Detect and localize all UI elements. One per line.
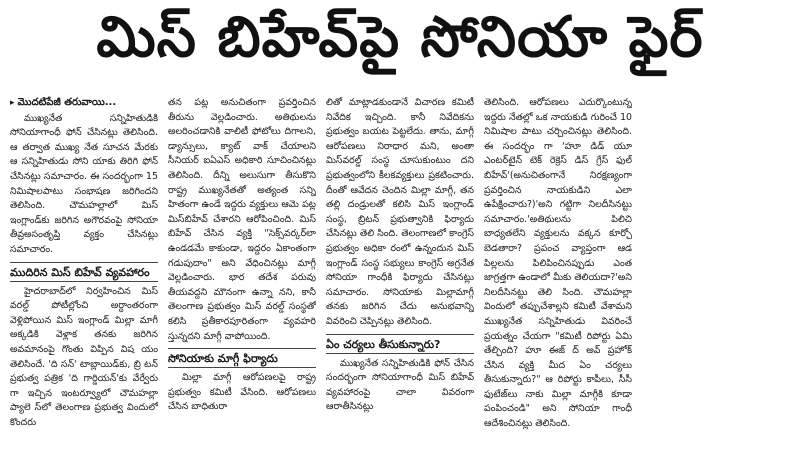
column-2 [168, 96, 316, 452]
subheading: ముదిరిన మిస్ బిహేవ్ వ్యవహారం [10, 262, 158, 282]
arrow-icon: ▸ [10, 98, 15, 108]
column-1 [10, 96, 158, 452]
article-body [10, 96, 792, 452]
paragraph: లితో మాట్లాడకుండానే విచారణ కమిటీ నివేదిక ఇచ్చింది. కానీ నివేదికను ప్రభుత్వం బయట పెట్టలేదు. తాను, మాగ్గీ ఆరోపణలు నిరాధార మని, అంతా మిస్‌వరల్డ్ సంస్థ చూసుకుంటుం దని ప్రభుత్వంలోని కీలకవ్యక్తులు ప్రకటించారు. దీంతో ఆవేదన చెందిన మిల్లా మాగ్గీ, తన తల్లి దండ్రులతో కలిసి మిస్ ఇంగ్లాండ్ సంస్థ, బ్రిటన్ ప్రభుత్వానికి ఫిర్యాదు చేసినట్లు తెలి సింది. తెలంగాణలో కాంగ్రెస్ ప్రభుత్వం అధికా రంలో ఉన్నందున మిస్ ఇంగ్లాండ్ సంస్థ సభ్యులు కాంగ్రెస్ అగ్రనేత సోనియా గాంధీకి ఫిర్యాదు చేసినట్లు సమాచారం. సోనియాకు మిల్లామాగ్గీ తనకు జరిగిన చేదు అనుభవాన్ని వివరించి చెప్పినట్లు తెలిసింది. [326, 97, 474, 327]
paragraph: తన పట్ల అనుచితంగా ప్రవర్తించిన తీరును వెల్లడించారు. అతిథులను అలరించడానికి వాలిటీ ఫోటోలు దిగాలని, డ్యాన్సులు, క్యాట్ వాక్ చేయాలని సీనియర్ ఐఏఎస్ అధికారి సూచించినట్లు తెలిసింది. దీన్ని అలుసుగా తీసుకొని రాష్ట్ర ముఖ్యనేతతో అత్యంత సన్ని హితంగా ఉండే ఇద్దరు వ్యక్తులు ఆమె పట్ల మిస్‌బిహేవ్ చేశారని ఆరోపించింది. మిస్ బిహేవ్ చేసిన వ్యక్తి "సెక్స్‌వర్కర్‌లా ఉండడమే కాకుండా, ఇద్దరం ఏకాంతంగా గడుపుదాం" అని వేధించినట్లు మాగ్గీ వెల్లడించారు. భార తదేశ పరువు తీయవద్దని మౌనంగా ఉన్నా నని, కానీ తెలంగాణ ప్రభుత్వం మిస్ వరల్డ్ సంస్థతో కలిసి ప్రతీకారపూరితంగా వ్యవహరి స్తున్నదని మాగ్గీ వాపోయింది. [168, 97, 316, 342]
subheading: సోనియాకు మాగ్గీ ఫిర్యాదు [168, 348, 316, 368]
column-3 [326, 96, 474, 452]
paragraph: హైదరాబాద్‌లో నిర్వహించిన మిస్ వరల్డ్ పోటీల్లోంచి అర్ధాంతరంగా వెళ్లిపోయిన మిస్ ఇంగ్లాండ్ మిల్లా మాగీ అక్కడికి వెళ్లాక తనకు జరిగిన అవమానంపై గొంతు విప్పిన విష యం తెలిసిందే. 'ది సన్' టాబ్లాయిడ్‌కు, బ్రి టన్ ప్రభుత్వ పత్రిక 'ది గార్డియన్'కు వేర్వేరు గా ఇచ్చిన ఇంటర్వ్యూలో చౌమహల్లా ప్యాలె స్‌లో తెలంగాణ ప్రభుత్వ విందులో కొందరు [10, 285, 158, 428]
paragraph: మిల్లా మాగ్గీ ఆరోపణలపై రాష్ట్ర ప్రభుత్వం కమిటీ వేసింది. ఆరోపణలు చేసిన బాధితురా [168, 372, 316, 413]
paragraph: ముఖ్యనేత సన్నిహితుడికి సోనియాగాంధీ ఫోన్ చేసినట్లు తెలిసింది. ఆ తర్వాత ముఖ్య నేత సూచన మేరకు ఆ సన్నిహితుడు సోని యాకు తిరిగి ఫోన్ చేసినట్లు సమాచారం. ఈ సందర్భంగా 15 నిమిషాలపాటు సంభాషణ జరిగిందని తెలిసింది. చౌమహల్లాలో మిస్ ఇంగ్లాండ్‌కు జరిగిన అగౌరవంపై సోనియా తీవ్రఅసంతృప్తి వ్యక్తం చేసినట్లు సమాచారం. [10, 112, 158, 255]
continuation-kicker [10, 96, 158, 111]
paragraph: ముఖ్యనేత సన్నిహితుడికి ఫోన్ చేసిన సందర్భంగా సోనియాగాంధీ మిస్ బిహేవ్ వ్యవహారంపై చాలా వివరంగా ఆరాతీసినట్లు [326, 357, 474, 413]
column-4 [484, 96, 632, 452]
paragraph: తెలిసింది. ఆరోపణలు ఎదుర్కొంటున్న ఇద్దరు నేతల్లో ఒక నాయకుడి గురించే 10 నిమిషాల పాటు చర్చించినట్లు తెలిసింది. ఈ సందర్భం గా 'హూ డిడ్ యూ ఎంటర్‌టైన్ టెక్ రెక్రెస్ డిస్ గ్రేస్ ఫుల్ బిహేవ్'(అనుచితంగానే నిరక్షణ్యంగా ప్రవర్తించిన నాయకుడిని ఎలా ఉపేక్షించారు?)'అని గట్టిగా నిలదీసినట్టు సమాచారం.'అతిథులను పిలిచి బాధ్యతలేని వ్యక్తులను వక్కన కూర్చో బెడతారా? ప్రపంచ వ్యాప్తంగా ఆడ పిల్లలను పిలిపించినప్పుడు ఎంత జాగ్రత్తగా ఉండాలో మీకు తెలియదా?'అని నిలదీసినట్టు తెలి సింది. చౌమహల్లా విందులో తప్పుచేశాల్లని కమిటీ వేశామని ముఖ్యనేత సన్నిహితుడు వివరించే ప్రయత్నం చేయగా "కమిటీ రిపోర్టు ఏమి తేల్చింది? హూ ఈజ్ ద్ అవ్ ప్రహోక్ చేసిన వ్యక్తి మీద ఏం చర్యలు తీసుకున్నారు?" ఆ రిపోర్టు కాపీలు, సీసీ ఫుటేజ్‌లు నాకు మిల్లా మాగ్గీకి కూడా పంపించండి" అని సోనియా గాంధీ ఆదేశించినట్లు తెలిసింది. [484, 97, 632, 430]
kicker-text: మొదటిపేజీ తరువాయి... [17, 97, 117, 108]
subheading: ఏం చర్యలు తీసుకున్నారు? [326, 334, 474, 354]
headline: మిస్ బిహేవ్‌పై సోనియా ఫైర్ [96, 4, 704, 70]
